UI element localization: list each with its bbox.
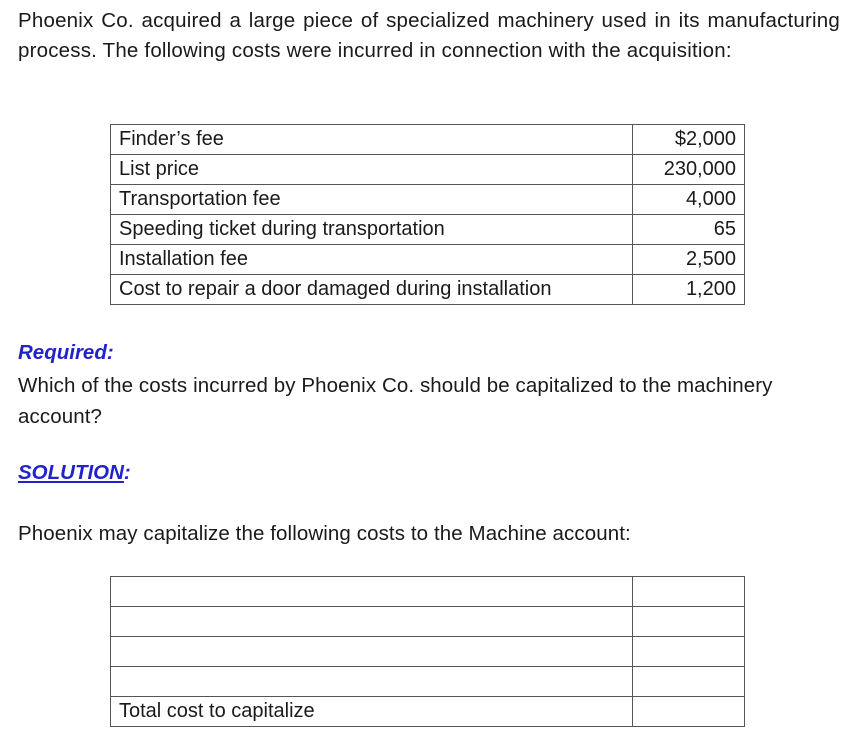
table-row — [111, 185, 745, 215]
cost-label: Finder’s fee — [111, 125, 633, 155]
table-row — [111, 155, 745, 185]
cost-amount: 4,000 — [633, 185, 745, 215]
table-row — [111, 577, 745, 607]
required-heading: Required: — [18, 341, 114, 364]
answer-label-cell[interactable] — [111, 637, 633, 667]
cost-label: Installation fee — [111, 245, 633, 275]
answer-label-cell[interactable] — [111, 667, 633, 697]
question-text: Which of the costs incurred by Phoenix Co. should be capitalized to the machinery account? — [18, 374, 773, 428]
cost-amount: 2,500 — [633, 245, 745, 275]
answer-label-cell[interactable] — [111, 607, 633, 637]
cost-amount: 1,200 — [633, 275, 745, 305]
table-row — [111, 125, 745, 155]
total-amount-cell[interactable] — [633, 697, 745, 727]
answer-amount-cell[interactable] — [633, 667, 745, 697]
cost-label: List price — [111, 155, 633, 185]
costs-table — [110, 124, 745, 305]
table-row — [111, 275, 745, 305]
cost-label: Transportation fee — [111, 185, 633, 215]
table-row — [111, 245, 745, 275]
cost-amount: 65 — [633, 215, 745, 245]
table-row — [111, 607, 745, 637]
cost-label: Cost to repair a door damaged during installation — [111, 275, 633, 305]
answer-table — [110, 576, 745, 727]
problem-intro: Phoenix Co. acquired a large piece of specialized machinery used in its manufacturing process. The following costs were incurred in connection with the acquisition: — [18, 9, 840, 62]
cost-label: Speeding ticket during transportation — [111, 215, 633, 245]
solution-heading-text: SOLUTION — [18, 461, 124, 484]
table-row — [111, 697, 745, 727]
answer-amount-cell[interactable] — [633, 577, 745, 607]
cost-amount: 230,000 — [633, 155, 745, 185]
solution-heading — [18, 461, 131, 485]
table-row — [111, 215, 745, 245]
answer-label-cell[interactable] — [111, 577, 633, 607]
answer-amount-cell[interactable] — [633, 637, 745, 667]
answer-amount-cell[interactable] — [633, 607, 745, 637]
table-row — [111, 667, 745, 697]
cost-amount: $2,000 — [633, 125, 745, 155]
total-label: Total cost to capitalize — [111, 697, 633, 727]
table-row — [111, 637, 745, 667]
solution-intro: Phoenix may capitalize the following costs to the Machine account: — [18, 522, 631, 545]
solution-heading-colon: : — [123, 461, 131, 484]
